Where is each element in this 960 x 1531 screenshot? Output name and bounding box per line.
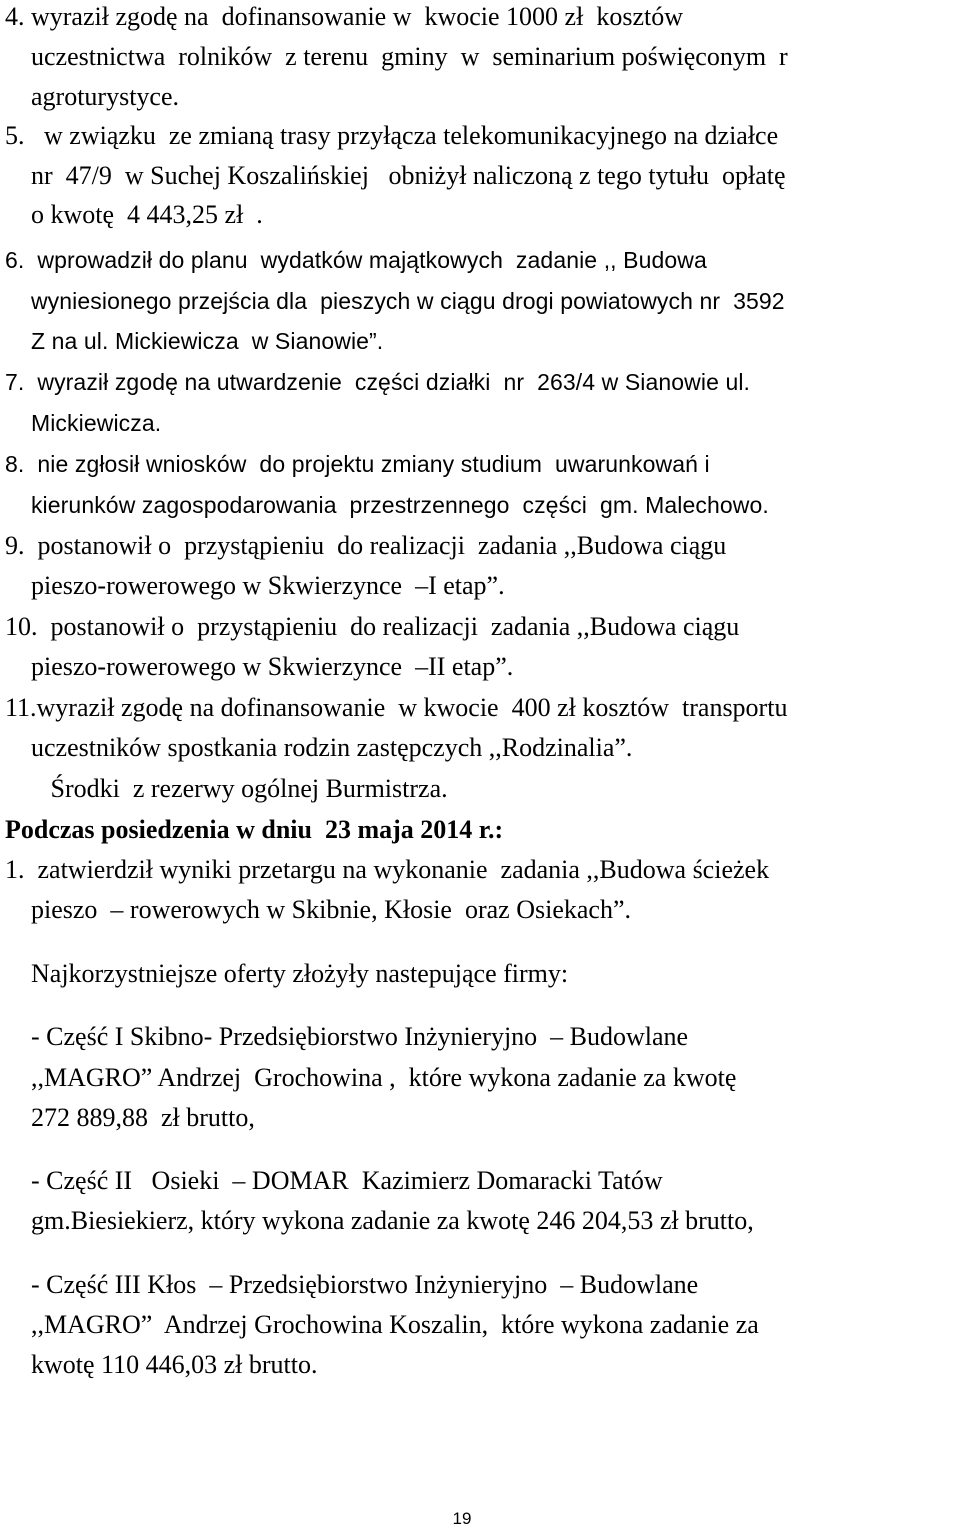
text-line: o kwotę 4 443,25 zł . <box>5 200 263 229</box>
text-line: Mickiewicza. <box>5 410 162 436</box>
text-line: 4. wyraził zgodę na dofinansowanie w kwocie 1000 zł kosztów <box>5 2 683 31</box>
text-line: uczestnictwa rolników z terenu gminy w seminarium poświęconym r <box>5 42 788 71</box>
text-line: Środki z rezerwy ogólnej Burmistrza. <box>5 774 448 803</box>
text-line: pieszo – rowerowych w Skibnie, Kłosie oraz Osiekach”. <box>5 895 631 924</box>
text-line: 272 889,88 zł brutto, <box>5 1103 255 1132</box>
text-line: 10. postanowił o przystąpieniu do realizacji zadania ,,Budowa ciągu <box>5 612 740 641</box>
text-line: - Część III Kłos – Przedsiębiorstwo Inżynieryjno – Budowlane <box>5 1270 699 1299</box>
text-line: wyniesionego przejścia dla pieszych w ciągu drogi powiatowych nr 3592 <box>5 288 785 314</box>
text-line: gm.Biesiekierz, który wykona zadanie za kwotę 246 204,53 zł brutto, <box>5 1206 754 1235</box>
text-line: nr 47/9 w Suchej Koszalińskiej obniżył naliczoną z tego tytułu opłatę <box>5 161 786 190</box>
text-line: 9. postanowił o przystąpieniu do realizacji zadania ,,Budowa ciągu <box>5 531 727 560</box>
text-line: 8. nie zgłosił wniosków do projektu zmiany studium uwarunkowań i <box>5 451 710 477</box>
text-line: Najkorzystniejsze oferty złożyły nastepujące firmy: <box>5 959 569 988</box>
text-line: pieszo-rowerowego w Skwierzynce –I etap”. <box>5 571 505 600</box>
section-heading: Podczas posiedzenia w dniu 23 maja 2014 r.: <box>5 815 504 844</box>
text-line: 11.wyraził zgodę na dofinansowanie w kwocie 400 zł kosztów transportu <box>5 693 788 722</box>
text-line: kierunków zagospodarowania przestrzennego części gm. Malechowo. <box>5 492 769 518</box>
text-line: 1. zatwierdził wyniki przetargu na wykonanie zadania ,,Budowa ścieżek <box>5 855 770 884</box>
page-number: 19 <box>452 1509 472 1528</box>
text-line: kwotę 110 446,03 zł brutto. <box>5 1350 318 1379</box>
text-line: - Część II Osieki – DOMAR Kazimierz Domaracki Tatów <box>5 1166 663 1195</box>
text-line: 7. wyraził zgodę na utwardzenie części działki nr 263/4 w Sianowie ul. <box>5 369 751 395</box>
text-line: Z na ul. Mickiewicza w Sianowie”. <box>5 328 384 354</box>
text-line: 5. w związku ze zmianą trasy przyłącza telekomunikacyjnego na działce <box>5 121 779 150</box>
text-line: 6. wprowadził do planu wydatków majątkowych zadanie ,, Budowa <box>5 247 707 273</box>
text-line: pieszo-rowerowego w Skwierzynce –II etap”. <box>5 652 514 681</box>
text-line: uczestników spostkania rodzin zastępczych ,,Rodzinalia”. <box>5 733 633 762</box>
text-line: ,,MAGRO” Andrzej Grochowina , które wykona zadanie za kwotę <box>5 1063 737 1092</box>
text-line: - Część I Skibno- Przedsiębiorstwo Inżynieryjno – Budowlane <box>5 1022 689 1051</box>
text-line: ,,MAGRO” Andrzej Grochowina Koszalin, które wykona zadanie za <box>5 1310 759 1339</box>
text-line: agroturystyce. <box>5 82 180 111</box>
